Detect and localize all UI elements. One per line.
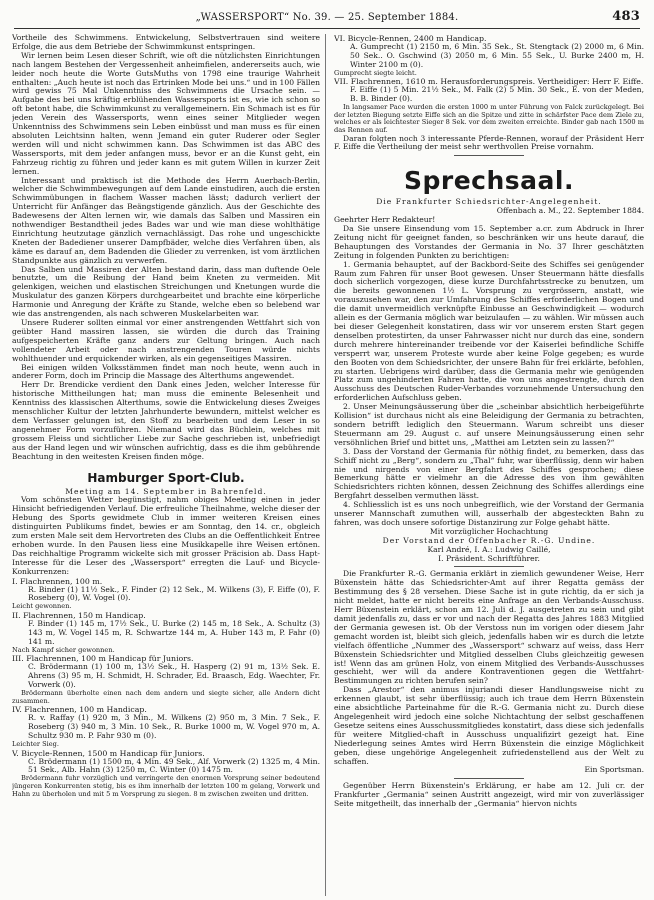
race-result: F. Binder (1) 145 m, 17½ Sek., U. Burke (2) 145 m, 18 Sek., A. Schultz (3) 143 m, W. Vogel 145 m, R. Schwartze 144 m, A. Huber 143 m, P. Fahr (0) 141 m. — [28, 618, 320, 646]
paragraph: Die Frankfurter R.-G. Germania erklärt in ziemlich gewundener Weise, Herr Büxenstein hätte das Schiedsrichter-Amt auf ihrer Regatta gemäss der Bestimmung des § 28 versehen. Diese Sache ist in gute richtig, da er sich ja nicht meldet, hatte er nicht bereits eine Anfrage an den Verbands-Ausschuss. Herr Büxenstein erklärt, schon am 12. Juli d. J. ausgetreten zu sein und gibt damit jedenfalls zu, dass er vor und nach der Regatta des Jahres 1883 Mitglied der Germania gewesen ist. Ob der Verstoss nun im vorigen oder diesem Jahr gemacht worden ist, bleibt sich gleich, jedenfalls haben wir es durch die letzte vielfach öffentliche „Nummer des „Wassersport“ schwarz auf weiss, dass Herr Büxenstein Schiedsrichter und Mitglied desselben Clubs gleichzeitig gewesen ist! Wenn das am grünen Holz, von einem Mitglied des Verbands-Ausschusses geschieht, wer will da andere Kontraventionen gegen die Wettfahrt-Bestimmungen zu richten berufen sein? — [334, 569, 644, 686]
paragraph: Da Sie unsere Einsendung vom 15. September a.cr. zum Abdruck in Ihrer Zeitung nicht für geeignet fanden, so beschränken wir uns heute darauf, die Behauptungen des Vorstandes der Germania in No. 37 Ihrer geschätzten Zeitung in folgenden Punkten zu berichtigen: — [334, 224, 644, 260]
paragraph: Dass „Arestor“ den animus injuriandi dieser Handlungsweise nicht zu erkennen glaubt, ist sehr überflüssig; auch ich traue dem Herrn Büxenstein eine absichtliche Parteinahme für die R.-G. Germania nicht zu. Durch diese Angelegenheit wird jedoch eine solche Nichtachtung der selbst geschaffenen Gesetze seitens eines Ausschussmitgliedes konstatirt, dass diese sich jedenfalls für weitere Mitglied-chaft in Ausschuss unqualifizirt gezeigt hat. Eine Niederlegung seines Amtes wird Herrn Büxenstein die einzige Möglichkeit geben, diese ungehörige Angelegenheit zufriedenstellend aus der Welt zu schaffen. — [334, 685, 644, 766]
race-note: Leichter Sieg. — [12, 739, 59, 748]
section-title: Hamburger Sport-Club. — [87, 470, 245, 485]
letter-place-date: Offenbach a. M., 22. September 1884. — [496, 206, 644, 216]
column-divider — [325, 34, 326, 896]
section-title: Sprechsaal. — [404, 166, 574, 196]
race-note: Brödermann fuhr vorzüglich und verringerte den enormen Vorsprung seiner bedeutend jüngeren Konkurrenten stetig, bis es ihm innerhalb der letzten 100 m gelang, Vorwerk und Hahn zu überholen und mit 5 m Vorsprung zu siegen. 8 m zwischen zweiten und dritten. — [12, 774, 320, 798]
race-note: Leicht gewonnen. — [12, 602, 72, 611]
race-note: Brödermann überholte einen nach dem andern und siegte sicher, alle Andern dicht zusammen. — [12, 689, 320, 705]
paragraph: Vortheile des Schwimmens. Entwickelung, Selbstvertrauen sind weitere Erfolge, die aus dem Betriebe der Schwimmkunst entspringen. — [12, 34, 320, 51]
race-note: In langsamer Pace wurden die ersten 1000 m unter Führung von Falck zurückgelegt. Bei der letzten Biegung setzte Eiffe sich an die Spitze und zitte in schärfster Pace dem Ziele zu, welches er als leichtester Sieger 8 Sek. vor dem zweiten erreichte. Binder gab nach 1500 m das Rennen auf. — [334, 103, 644, 134]
paragraph: Das Salben und Massiren der Alten bestand darin, dass man duftende Oele benutzte, um die Reibung der Hand beim Kneten zu vermeiden. Mit gelenkigen, weichen und elastischen Streichungen und Knetungen wurde die Muskulatur des ganzen Körpers durchgearbeitet und brachte eine körperliche Harmonie und Anregung der Kräfte zu Stande, welche eben so belebend war wie das anstrengenden, als nach schweren Muskelarbeiten war. — [12, 264, 320, 319]
paragraph: 3. Dass der Vorstand der Germania für nöthig findet, zu bemerken, dass das Schiff nicht zu „Berg“, sondern zu „Thal“ fuhr, war überflüssig, denn wir haben nie und nirgends von einer Bergfahrt des Schiffes gesprochen; diese Bemerkung hätte er vielmehr an die Adresse des von ihm gewählten Schiedsrichters richten können, dessen Zeichnung des Schiffes allerdings eine Bergfahrt desselben vermuthen lässt. — [334, 446, 644, 501]
race-heading: VI. Bicycle-Rennen, 2400 m Handicap. — [334, 34, 487, 43]
race-heading: III. Flachrennen, 100 m Handicap für Juniors. — [12, 654, 194, 664]
divider — [454, 566, 524, 567]
race-result: C. Brödermann (1) 100 m, 13½ Sek., H. Hasperg (2) 91 m, 13½ Sek. E. Ahrens (3) 95 m, H. Schmidt, H. Schrader, Ed. Braasch, Edg. Waechter, Fr. Vorwerk (0). — [28, 662, 320, 690]
header-title: „WASSERSPORT“ No. 39. — 25. September 1884. — [195, 12, 459, 23]
race-heading: VII. Flachrennen, 1610 m. Herausforderungspreis. Vertheidiger: Herr F. Eiffe. — [334, 77, 644, 87]
left-column — [12, 34, 320, 896]
paragraph: Wir lernen beim Lesen dieser Schrift, wie oft die nützlichsten Einrichtungen nach langem Bestehen der Vergessenheit anheimfielen, andererseits auch, wie leider noch heute die Worte GutsMuths von 1798 eine traurige Wahrheit enthalten: „Auch heute ist noch das Ertrinken Mode bei uns.“ und in 100 Fällen wird gewiss 75 Mal Unkenntniss des Schwimmens die Ursache sein. — Aufgabe des bei uns kräftig erblühenden Wassersports ist es, wie ich schon so oft betont habe, die Schwimmkunst zu verallgemeinern. Ein Schmach ist es für jeden Verein des Wassersports, wenn eines seiner Mitglieder wegen Unkenntniss des Schwimmens sein Leben einbüsst und man muss es für einen absoluten Leichtsinn halten, wenn Jemand ein guter Ruderer oder Segler werden will und nicht schwimmen kann. Das Schwimmen ist das ABC des Wassersports, mit dem jeder anfangen muss, bevor er an die Kunst geht, ein Fahrzeug richtig zu führen und jeder kann es mit gutem Willen in kurzer Zeit lernen. — [12, 50, 320, 176]
race-note: Nach Kampf sicher gewonnen. — [12, 645, 115, 654]
signature-line: Karl André, I. A.: Ludwig Caillé, — [427, 544, 551, 554]
right-column — [334, 34, 644, 896]
running-header — [14, 6, 640, 29]
divider — [454, 155, 524, 156]
race-heading: I. Flachrennen, 100 m. — [12, 576, 103, 586]
race-heading: IV. Flachrennen, 100 m Handicap. — [12, 705, 147, 715]
paragraph: Unsere Ruderer sollten einmal vor einer anstrengenden Wettfahrt sich von geübter Hand massiren lassen, sie würden die durch das Training aufgespeicherten Kräfte ganz anders zur Geltung bringen. Auch nach vollendeter Arbeit oder nach anstrengenden Touren würde nichts wohlthuender und erquickender wirken, als ein gegenseitiges Massiren. — [12, 318, 320, 363]
page-number: 483 — [612, 9, 640, 24]
race-result: R. v. Raffay (1) 920 m, 3 Min., M. Wilkens (2) 950 m, 3 Min. 7 Sek., F. Roseberg (3) 940 m, 3 Min. 10 Sek., R. Burke 1000 m, W. Vogel 970 m, A. Schultz 930 m. P. Fahr 930 m (0). — [28, 713, 320, 740]
paragraph: Herr Dr. Brendicke verdient den Dank eines Jeden, welcher Interesse für historische Mittheilungen hat; man muss die eminente Belesenheit und Kenntniss des klassischen Alterthums, sowie die Entwickelung dieses Zweiges menschlicher Kultur der letzten Jahrhunderte bewundern, mittelst welcher es dem Verfasser gelungen ist, den Stoff zu bearbeiten und dem Leser in so angenehmer Form vorzuführen. Niemand wird das Büchlein, welches mit grossem Fleiss und sichtlicher Liebe zur Sache geschrieben ist, unbefriedigt aus der Hand legen und wir wünschen aufrichtig, dass es die ihm gebührende Beachtung in den weitesten Kreisen finden möge. — [12, 380, 320, 461]
signature-line: Der Vorstand der Offenbacher R.-G. Undine. — [382, 535, 596, 545]
race-result: F. Eiffe (1) 5 Min. 21½ Sek., M. Falk (2) 5 Min. 30 Sek., E. von der Meden, B. B. Binder (0). — [350, 85, 644, 104]
section-subtitle: Die Frankfurter Schiedsrichter-Angelegenheit. — [376, 197, 602, 207]
race-note: Gumprecht siegte leicht. — [334, 68, 417, 77]
paragraph: 2. Unser Meinungsäusserung über die „scheinbar absichtlich herbeigeführte Kollision“ ist durchaus nicht als eine Beleidigung der Germania zu betrachten, sondern betrifft lediglich den Steuermann. Warum schreibt uns dieser Steuermann am 29. August c. auf unsere Meinungsäusserung einen sehr versöhnlichen Brief und bittet uns, „Matthei am Letzten sein zu lassen?“ — [334, 402, 644, 447]
race-heading: II. Flachrennen, 150 m Handicap. — [12, 610, 146, 620]
paragraph: 4. Schliesslich ist es uns noch unbegreiflich, wie der Vorstand der Germania unserer Mannschaft zumuthen will, ausserhalb der abgesteckten Bahn zu fahren, was doch unsere sofortige Distanzirung zur Folge gehabt hätte. — [334, 500, 644, 527]
signature-line: I. Präsident. Schriftführer. — [438, 553, 540, 563]
paragraph: Gegenüber Herrn Büxenstein's Erklärung, er habe am 12. Juli cr. der Frankfurter „Germania“ seinen Austritt angezeigt, wird mir von zuverlässiger Seite mitgetheilt, das innerhalb der „Germania“ hiervon nichts — [334, 781, 644, 809]
race-result: C. Brödermann (1) 1500 m, 4 Min. 49 Sek., Alf. Vorwerk (2) 1325 m, 4 Min. 51 Sek., Alb. Hahn (3) 1250 m, C. Winter (0) 1475 m. — [28, 756, 320, 775]
race-heading: V. Bicycle-Rennen, 1500 m Handicap für Juniors. — [12, 748, 205, 758]
paragraph: Vom schönsten Wetter begünstigt, nahm obiges Meeting einen in jeder Hinsicht befriedigenden Verlauf. Die erfreuliche Theilnahme, welche dieser der Hebung des Sports gewidmete Club in immer weiteren Kreisen eines distinguirten Publikums findet, bewies er am Sonntag, den 14. cr., obgleich zum ersten Male seit dem Hervortreten des Clubs an die Oeffentlichkeit Entree erhoben wurde. In den Pausen liess eine Musikkapelle ihre Weisen ertönen. Das reichhaltige Programm wickelte sich mit grosser Präcision ab. Dass Hapt-Interesse für die Leser des „Wassersport“ erregten die Lauf- und Bicycle-Konkurrenzen: — [12, 495, 320, 576]
section-subtitle: Meeting am 14. September in Bahrenfeld. — [65, 486, 267, 496]
race-result: R. Binder (1) 11½ Sek., F. Finder (2) 12 Sek., M. Wilkens (3), F. Eiffe (0), F. Roseberg (0), W. Vogel (0). — [28, 584, 320, 603]
signature-line: Mit vorzüglicher Hochachtung — [429, 526, 549, 536]
paragraph: 1. Germania behauptet, auf der Backbord-Seite des Schiffes sei genügender Raum zum Fahren für unser Boot gewesen. Unser Steuermann hätte diesfalls doch sicherlich vorgezogen, diese kurze Durchfahrtsstrecke zu benutzen, um die bereits gewonnenen 1½ L. Vorsprung zu vergrössern, anstatt, wie vorauszusehen war, den zur Umfahrung des Schiffes erforderlichen Bogen und die damit unvermeidlich verknüpfte Einbusse an Geschwindigkeit — wodurch allein es der Germania möglich war beizulaufen — zu wählen. Wir müssen auch bei dieser Gelegenheit konstatiren, dass wir vor unserem ersten Start gegen denselben protestirten, da unser Fahrwasser nicht nur durch das eine, sondern durch mehrere hintereinander treibende vor der Kaiserlei befindliche Schiffe versperrt war, unserem Proteste wurde aber keine Folge gegeben; es wurde den Booten von dem Schiedsrichter, der unsere Bahn für frei erklärte, befohlen, zu starten. Uebrigens wird darüber, dass die Germania mehr wie genügenden Platz zum ungehinderten Fahren hatte, die von uns angestrengte, durch den Ausschuss des Deutschen Ruder-Verbandes vorzunehmende Untersuchung den erforderlichen Aufschluss geben. — [334, 259, 644, 403]
race-result: A. Gumprecht (1) 2150 m, 6 Min. 35 Sek., St. Stengtack (2) 2000 m, 6 Min. 50 Sek.. O. Gschwind (3) 2050 m, 6 Min. 55 Sek., U. Burke 2400 m, H. Winter 2100 m (0). — [350, 42, 644, 69]
letter-salutation: Geehrter Herr Redakteur! — [334, 215, 436, 225]
divider — [454, 778, 524, 779]
signature-line: Ein Sportsman. — [584, 765, 644, 775]
paragraph: Daran folgten noch 3 interessante Pferde-Rennen, worauf der Präsident Herr F. Eiffe die Vertheilung der meist sehr werthvollen Preise vornahm. — [334, 133, 644, 152]
paragraph: Interessant und praktisch ist die Methode des Herrn Auerbach-Berlin, welcher die Schwimmbewegungen auf dem Lande einstudiren, auch die ersten Schwimmübungen in flachem Wasser machen lässt; dadurch verliert der Unterricht für Anfänger das Beängstigende gänzlich. Aus der Geschichte des Badewesens der Alten lernen wir, wie damals das Salben und Massiren ein nothwendiger Bestandtheil jedes Bades war und wie man diese wohlthätige Einrichtung heutzutage gänzlich vernachlässigt. Das rohe und ungeschickte Kneten der Badediener unserer Dampfbäder, welche dies Verfahren üben, als käme es darauf an, dem Badenden die Glieder zu verrenken, ist vom ärztlichen Standpunkte aus gänzlich zu verwerfen. — [12, 175, 320, 265]
paragraph: Bei einigen wilden Volksstämmen findet man noch heute, wenn auch in anderer Form, doch im Princip die Massage des Alterthums angewendet. — [12, 362, 320, 381]
